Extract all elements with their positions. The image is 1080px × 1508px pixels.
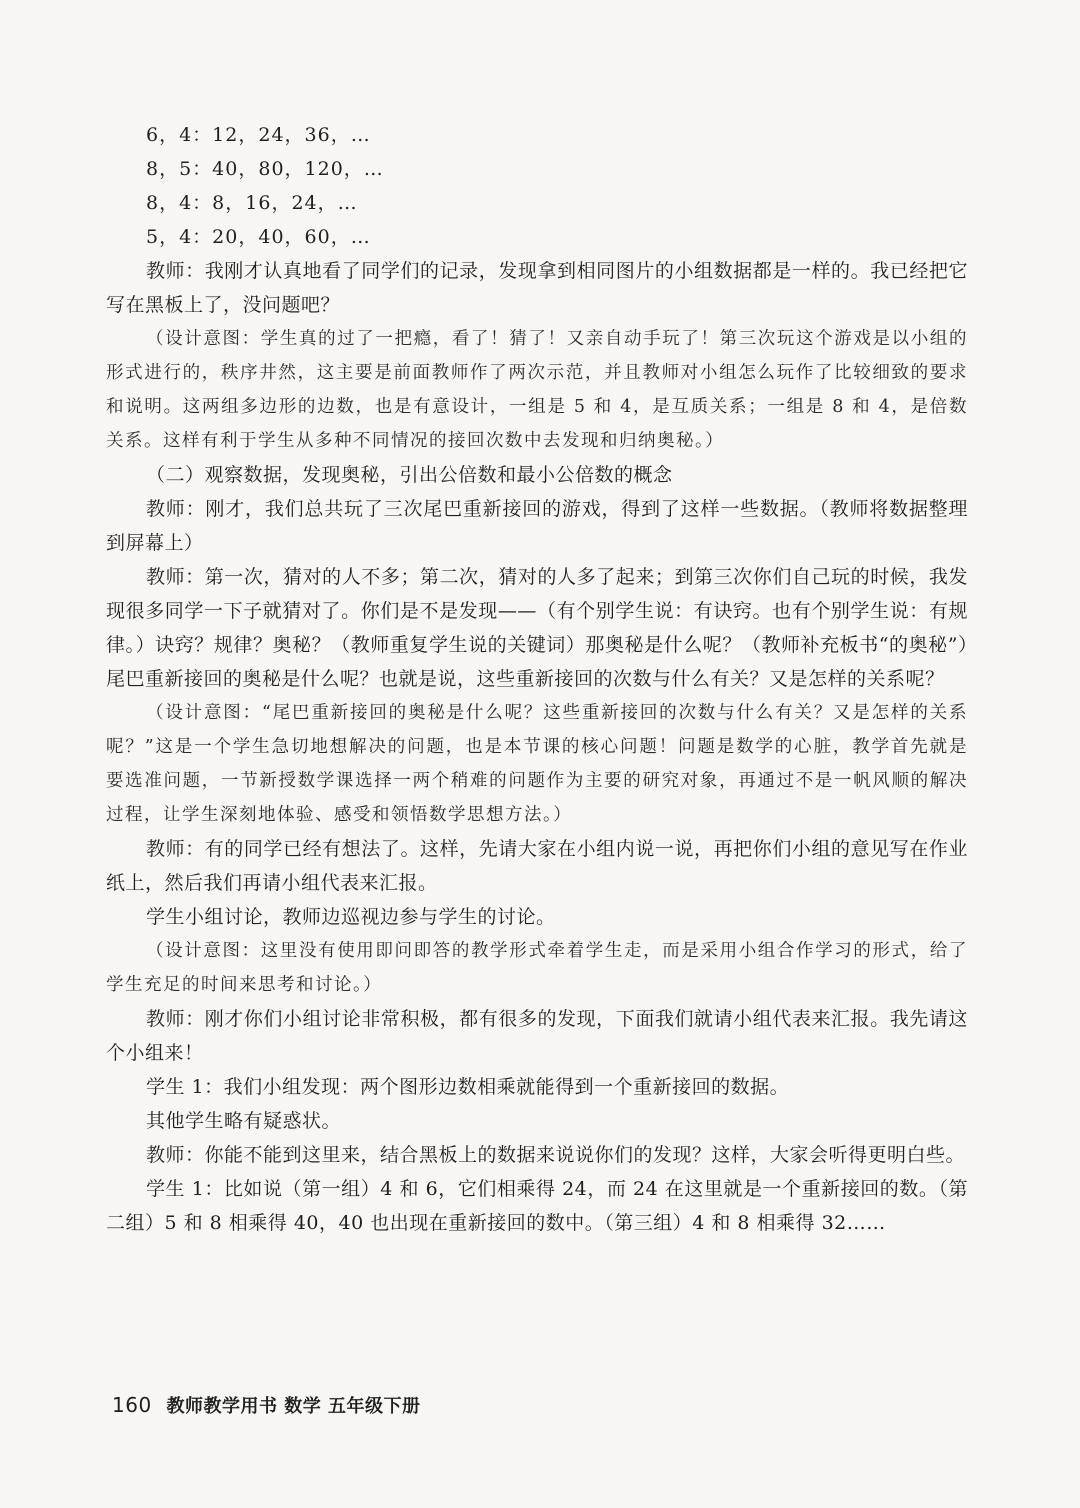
paragraph-teacher: 教师：有的同学已经有想法了。这样，先请大家在小组内说一说，再把你们小组的意见写在作业纸上，然后我们再请小组代表来汇报。	[106, 838, 968, 894]
paragraph-design-note: （设计意图：学生真的过了一把瘾，看了！猜了！又亲自动手玩了！第三次玩这个游戏是以小组的形式进行的，秩序井然，这主要是前面教师作了两次示范，并且教师对小组怎么玩作了比较细致的要求和说明。这两组多边形的边数，也是有意设计，一组是 5 和 4，是互质关系；一组是 8 和 4，是倍数关系。这样有利于学生从多种不同情况的接回次数中去发现和归纳奥秘。）	[106, 329, 968, 451]
paragraph-student: 学生 1：我们小组发现：两个图形边数相乘就能得到一个重新接回的数据。	[146, 1076, 790, 1098]
sequence-line: 6，4：12，24，36，…	[146, 124, 371, 146]
page-content	[106, 118, 968, 1240]
paragraph-design-note: （设计意图：“尾巴重新接回的奥秘是什么呢？这些重新接回的次数与什么有关？又是怎样的关系呢？”这是一个学生急切地想解决的问题，也是本节课的核心问题！问题是数学的心脏，教学首先就是要选准问题，一节新授数学课选择一两个稍难的问题作为主要的研究对象，再通过不是一帆风顺的解决过程，让学生深刻地体验、感受和领悟数学思想方法。）	[106, 703, 968, 825]
sequence-line: 5，4：20，40，60，…	[146, 226, 371, 248]
page-number: 160	[112, 1393, 152, 1417]
paragraph-teacher: 教师：第一次，猜对的人不多；第二次，猜对的人多了起来；到第三次你们自己玩的时候，我发现很多同学一下子就猜对了。你们是不是发现——（有个别学生说：有诀窍。也有个别学生说：有规律。）诀窍？规律？奥秘？（教师重复学生说的关键词）那奥秘是什么呢？（教师补充板书“的奥秘”）尾巴重新接回的奥秘是什么呢？也就是说，这些重新接回的次数与什么有关？又是怎样的关系呢？	[106, 566, 968, 690]
paragraph-activity: 其他学生略有疑惑状。	[146, 1110, 342, 1132]
paragraph-student: 学生 1：比如说（第一组）4 和 6，它们相乘得 24，而 24 在这里就是一个重新接回的数。（第二组）5 和 8 相乘得 40，40 也出现在重新接回的数中。（第三组）4 和 8 相乘得 32……	[106, 1178, 968, 1234]
paragraph-teacher: 教师：刚才你们小组讨论非常积极，都有很多的发现，下面我们就请小组代表来汇报。我先请这个小组来！	[106, 1008, 968, 1064]
section-heading: （二）观察数据，发现奥秘，引出公倍数和最小公倍数的概念	[146, 464, 673, 486]
paragraph-activity: 学生小组讨论，教师边巡视边参与学生的讨论。	[146, 906, 556, 928]
sequence-line: 8，5：40，80，120，…	[146, 158, 384, 180]
page-footer	[112, 1392, 421, 1418]
paragraph-teacher: 教师：我刚才认真地看了同学们的记录，发现拿到相同图片的小组数据都是一样的。我已经把它写在黑板上了，没问题吧？	[106, 260, 968, 316]
book-title: 教师教学用书 数学 五年级下册	[166, 1396, 421, 1417]
paragraph-teacher: 教师：你能不能到这里来，结合黑板上的数据来说说你们的发现？这样，大家会听得更明白些。	[146, 1144, 966, 1166]
paragraph-teacher: 教师：刚才，我们总共玩了三次尾巴重新接回的游戏，得到了这样一些数据。（教师将数据整理到屏幕上）	[106, 498, 968, 554]
sequence-line: 8，4：8，16，24，…	[146, 192, 358, 214]
paragraph-design-note: （设计意图：这里没有使用即问即答的教学形式牵着学生走，而是采用小组合作学习的形式，给了学生充足的时间来思考和讨论。）	[106, 941, 968, 995]
